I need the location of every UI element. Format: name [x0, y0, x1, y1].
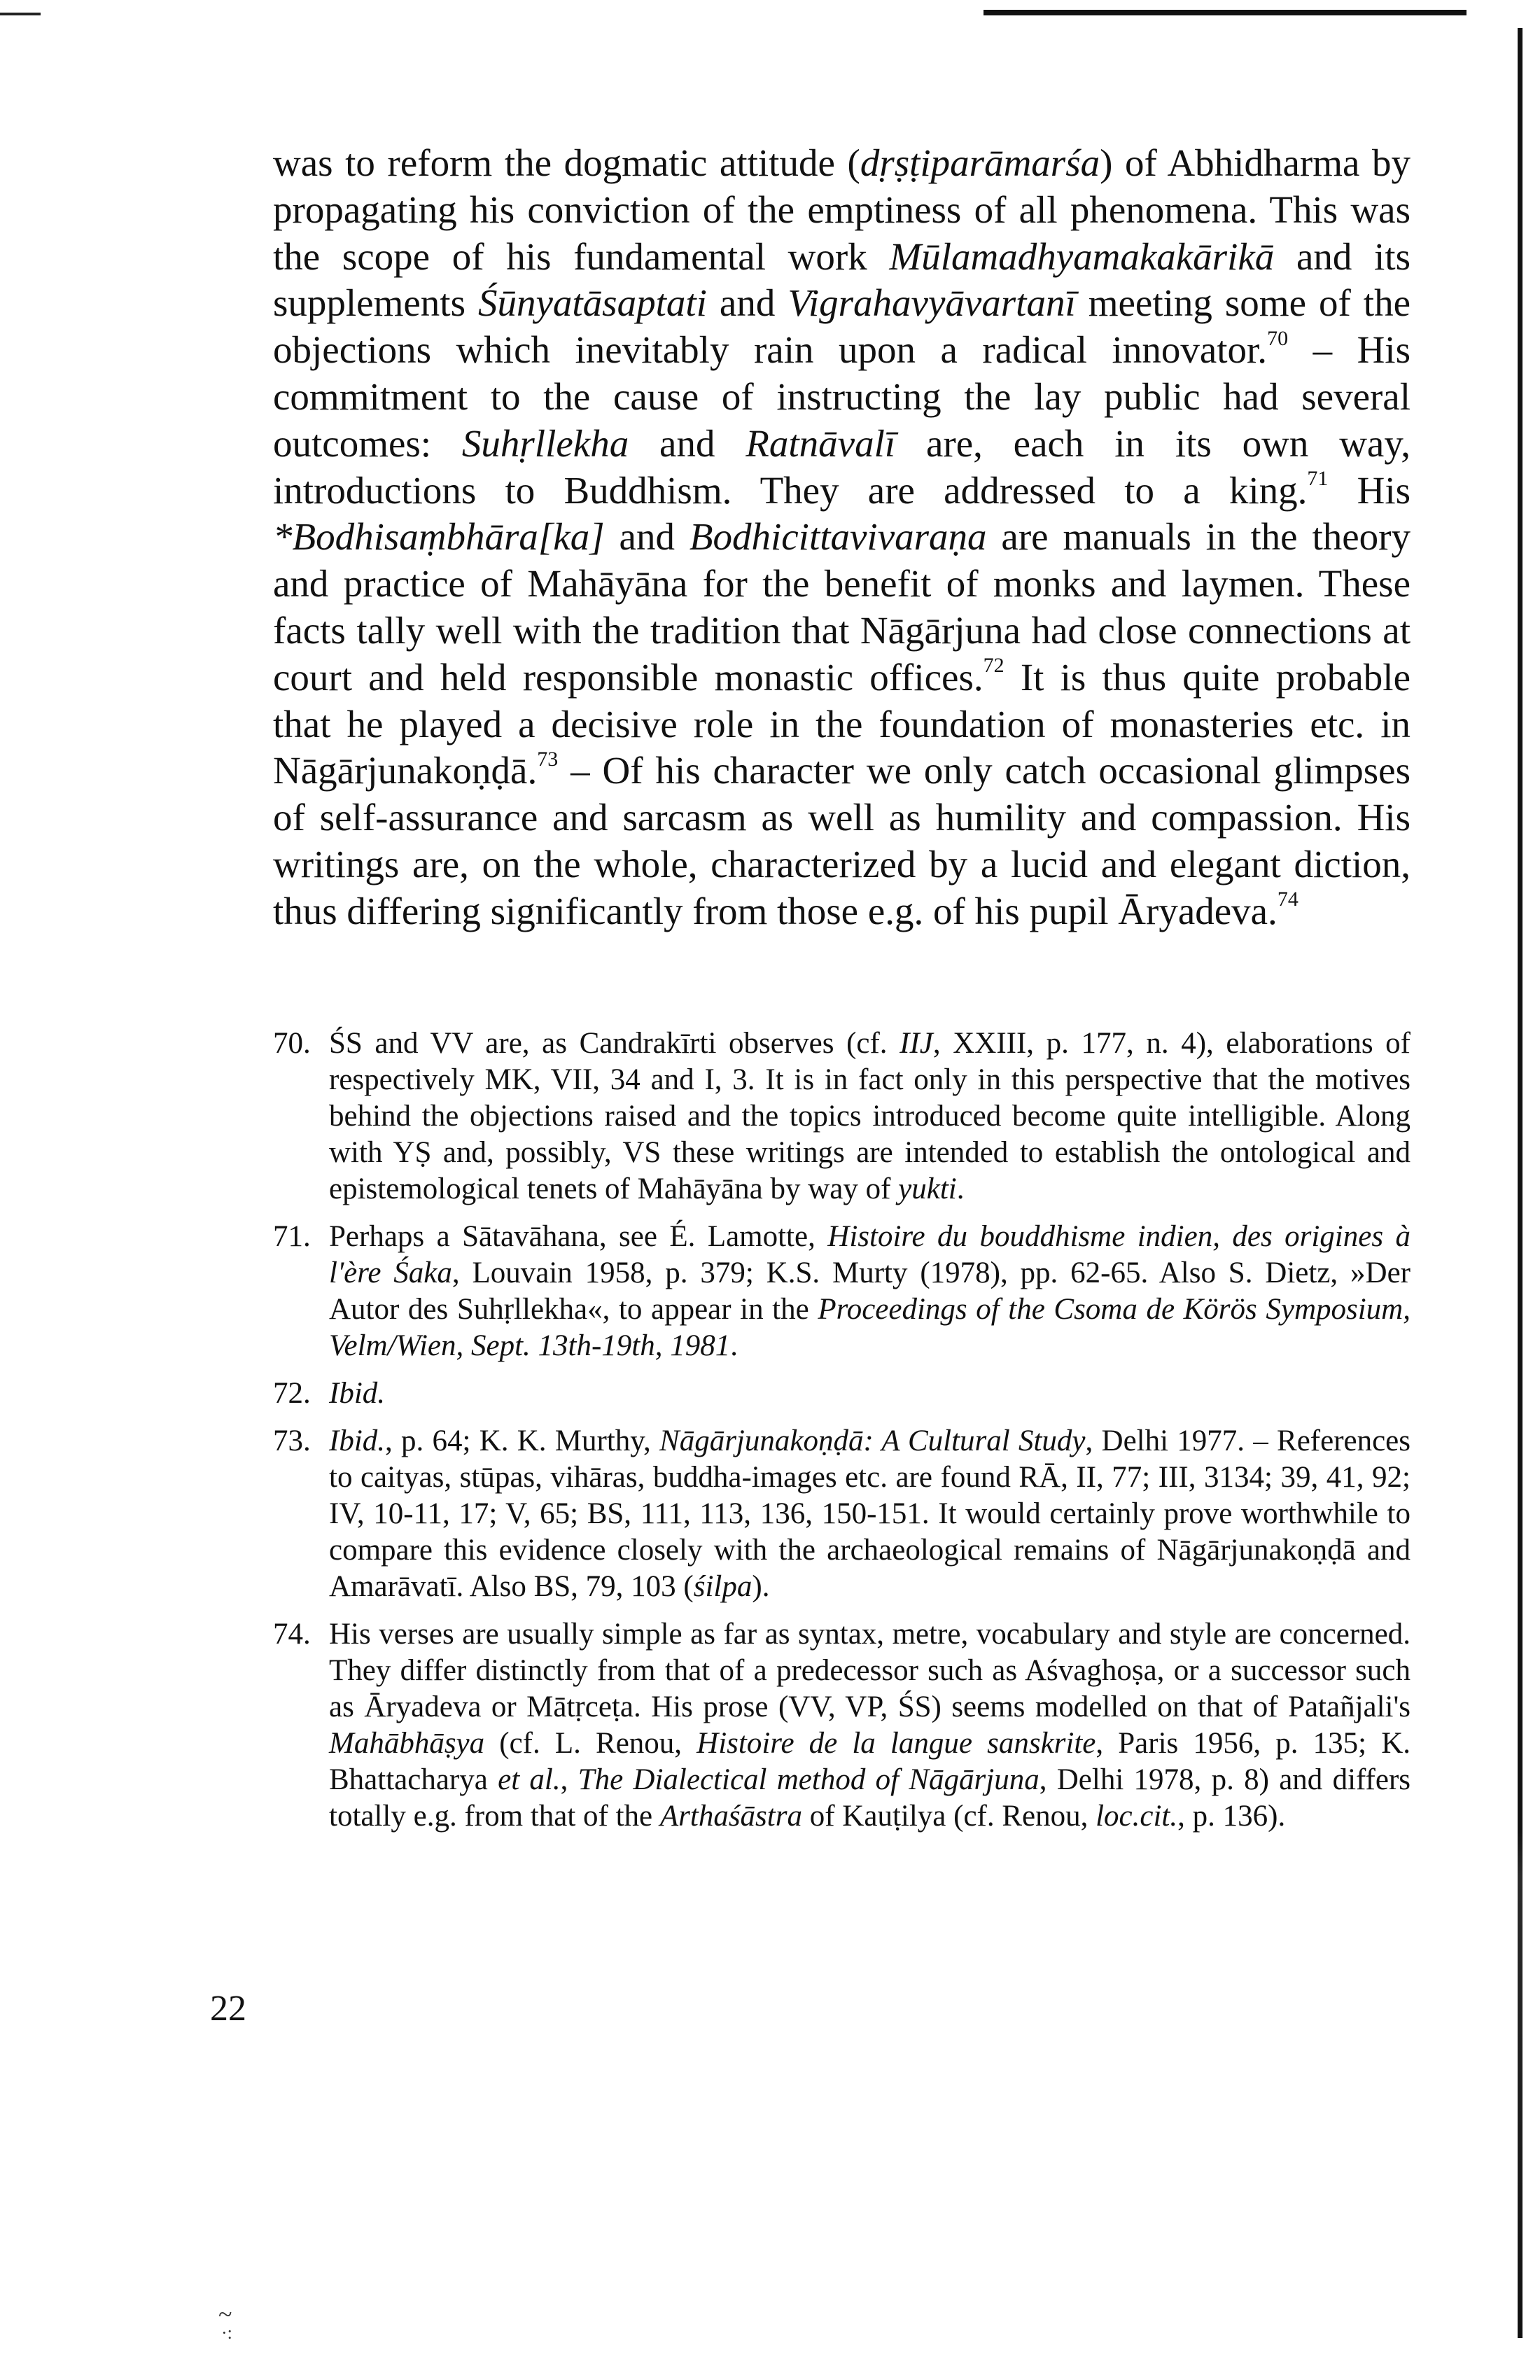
footnote-ref-72[interactable]: 72	[983, 654, 1004, 678]
footnote-ref-71[interactable]: 71	[1307, 467, 1329, 491]
footnote-72: 72. Ibid.	[273, 1376, 1410, 1412]
page-content	[273, 140, 1411, 1833]
scan-speck-icon: ~	[218, 2300, 232, 2328]
footnote-ref-70[interactable]: 70	[1267, 326, 1289, 350]
scan-edge-mark-right	[983, 10, 1466, 15]
term-drstiparamarsa: dṛṣṭiparāmarśa	[860, 141, 1100, 184]
work-title: Suhṛllekha	[461, 421, 629, 465]
footnote-number: 74.	[273, 1618, 311, 1651]
scan-speck-icon: ·:	[221, 2323, 232, 2343]
footnote-73: 73. Ibid., p. 64; K. K. Murthy, Nāgārjunakoṇḍā: A Cultural Study, Delhi 1977. – References to caityas, stūpas, vihāras, buddha-images etc. are found RĀ, II, 77; III, 3134; 39, 41, 92; IV, 10-11, 17; V, 65; BS, 111, 113, 136, 150-151. It would certainly prove worthwhile to compare this evidence closely with the archaeological remains of Nāgārjunakoṇḍā and Amarāvatī. Also BS, 79, 103 (śilpa).	[273, 1424, 1411, 1603]
page-number: 22	[210, 1989, 246, 2029]
work-title: Bodhicittavivaraṇa	[689, 515, 987, 559]
footnote-number: 71.	[273, 1220, 311, 1253]
footnotes	[273, 1026, 1410, 1846]
work-title: Vigrahavyāvartanī	[788, 281, 1076, 325]
footnote-ref-73[interactable]: 73	[537, 748, 559, 771]
work-title: *Bodhisaṃbhāra[ka]	[273, 515, 605, 559]
work-title: Mūlamadhyamakakārikā	[889, 234, 1275, 278]
work-title: Śūnyatāsaptati	[477, 281, 707, 325]
footnote-number: 73.	[273, 1424, 311, 1457]
work-title: Ratnāvalī	[746, 421, 896, 465]
footnote-number: 72.	[273, 1377, 311, 1410]
footnote-70: 70. ŚS and VV are, as Candrakīrti observes (cf. IIJ, XXIII, p. 177, n. 4), elaborations of respectively MK, VII, 34 and I, 3. It is in fact only in this perspective that the motives behind the objections raised and the topics introduced become quite intelligible. Along with YṢ and, possibly, VS these writings are intended to establish the ontological and epistemological tenets of Mahāyāna by way of yukti.	[273, 1027, 1410, 1205]
scan-edge-mark-left	[0, 13, 41, 15]
main-paragraph: was to reform the dogmatic attitude (dṛṣṭiparāmarśa) of Abhidharma by propagating his conviction of the emptiness of all phenomena. This was the scope of his fundamental work Mūlamadhyamakakārikā and its supplements Śūnyatāsaptati and Vigrahavyāvartanī meeting some of the objections which inevitably rain upon a radical innovator.$^{70}$ – His commitment to the cause of instructing the lay public had several outcomes: Suhṛllekha and Ratnāvalī are, each in its own way, introductions to Buddhism. They are addressed to a king.$^{71}$ His *Bodhisaṃbhāra[ka] and Bodhicittavivaraṇa are manuals in the theory and practice of Mahāyāna for the benefit of monks and laymen. These facts tally well with the tradition that Nāgārjuna had close connections at court and held responsible monastic offices.$^{72}$ It is thus quite probable that he played a decisive role in the foundation of monasteries etc. in Nāgārjunakoṇḍā.$^{73}$ – Of his character we only catch occasional glimpses of self-assurance and sarcasm as well as humility and compassion. His writings are, on the whole, characterized by a lucid and elegant diction, thus differing significantly from those e.g. of his pupil Āryadeva.$^{74}$	[273, 141, 1411, 932]
footnote-74: 74. His verses are usually simple as far as syntax, metre, vocabulary and style are concerned. They differ distinctly from that of a predecessor such as Aśvaghoṣa, or a successor such as Āryadeva or Mātṛceṭa. His prose (VV, VP, ŚS) seems modelled on that of Patañjali's Mahābhāṣya (cf. L. Renou, Histoire de la langue sanskrite, Paris 1956, p. 135; K. Bhattacharya et al., The Dialectical method of Nāgārjuna, Delhi 1978, p. 8) and differs totally e.g. from that of the Arthaśāstra of Kauṭilya (cf. Renou, loc.cit., p. 136).	[273, 1618, 1411, 1833]
scan-page-edge	[1518, 28, 1522, 2338]
footnote-number: 70.	[273, 1027, 311, 1060]
footnote-71: 71. Perhaps a Sātavāhana, see É. Lamotte, Histoire du bouddhisme indien, des origines à l'ère Śaka, Louvain 1958, p. 379; K.S. Murty (1978), pp. 62-65. Also S. Dietz, »Der Autor des Suhṛllekha«, to appear in the Proceedings of the Csoma de Körös Symposium, Velm/Wien, Sept. 13th-19th, 1981.	[273, 1220, 1410, 1362]
footnote-ref-74[interactable]: 74	[1277, 888, 1298, 911]
